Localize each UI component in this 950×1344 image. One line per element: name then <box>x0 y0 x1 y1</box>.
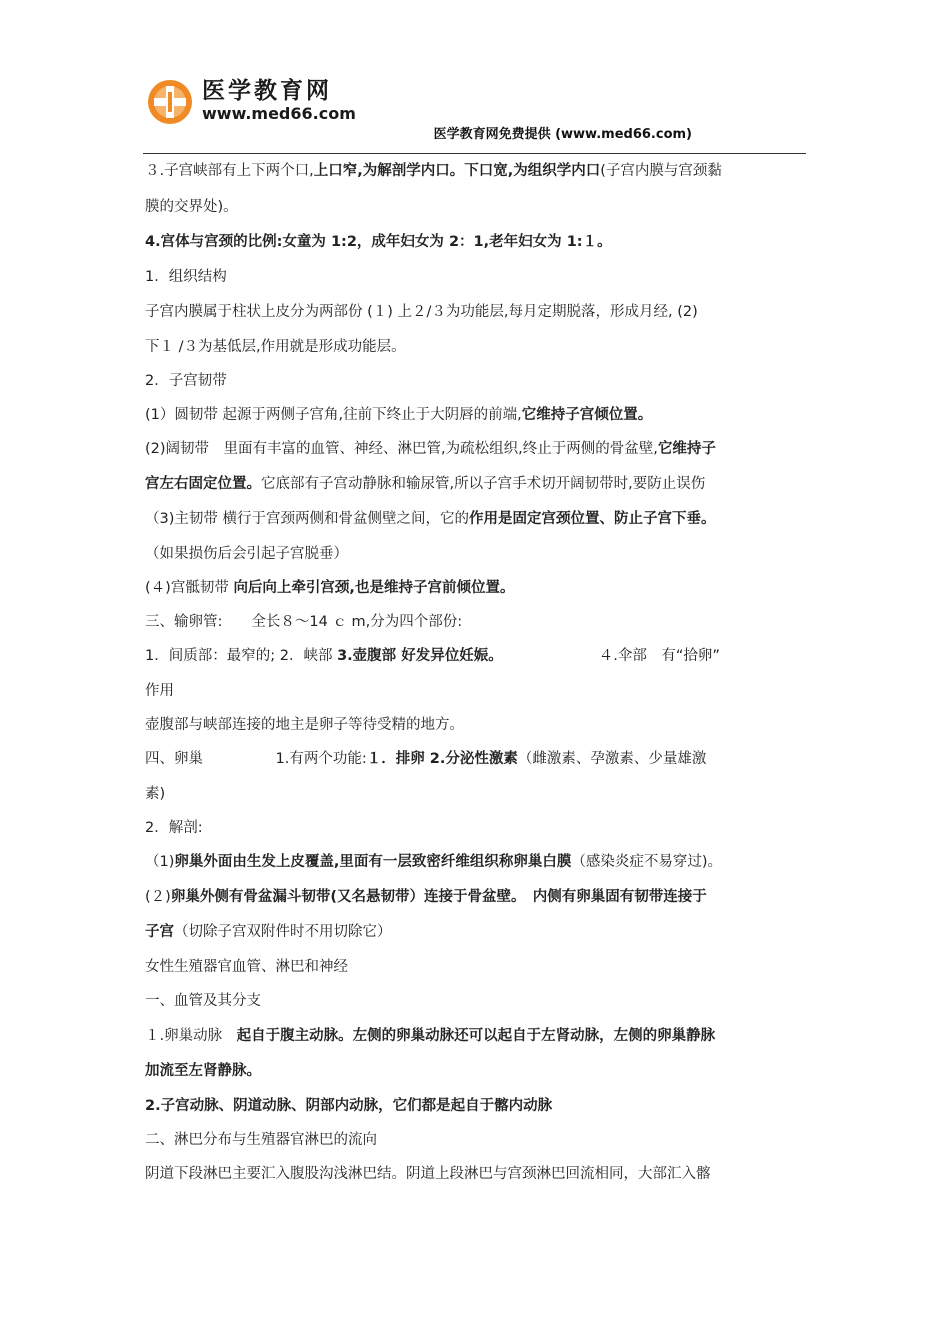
text-line: 壶腹部与峡部连接的地主是卵子等待受精的地方。 <box>145 717 464 733</box>
text-line: 膜的交界处)。 <box>145 199 238 215</box>
section-heading: 2．解剖: <box>145 820 203 836</box>
text-line: 2.子宫动脉、阴道动脉、阴部内动脉，它们都是起自于髂内动脉 <box>145 1098 553 1114</box>
text-line: 宫左右固定位置。它底部有子宫动静脉和输尿管,所以子宫手术切开阔韧带时,要防止误伤 <box>145 476 706 492</box>
section-heading: 三、输卵管: 全长８～14 ｃ m,分为四个部份: <box>145 614 463 630</box>
document-body <box>145 153 807 1191</box>
header-note: 医学教育网免费提供 (www.med66.com) <box>433 127 692 142</box>
text-line: 素) <box>145 786 166 802</box>
text-line: （1)卵巢外面由生发上皮覆盖,里面有一层致密纤维组织称卵巢白膜（感染炎症不易穿过)。 <box>145 854 723 870</box>
text-line: 加流至左肾静脉。 <box>145 1063 261 1079</box>
site-logo <box>146 78 366 126</box>
text-line: （3)主韧带 横行于宫颈两侧和骨盆侧壁之间，它的作用是固定宫颈位置、防止子宫下垂。 <box>145 511 716 527</box>
text-line: ３.子宫峡部有上下两个口,上口窄,为解剖学内口。下口宽,为组织学内口(子宫内膜与宫颈黏 <box>145 163 722 179</box>
section-heading: 一、血管及其分支 <box>145 993 261 1009</box>
text-line: (2)阔韧带 里面有丰富的血管、神经、淋巴管,为疏松组织,终止于两侧的骨盆壁,它维持子 <box>145 441 716 457</box>
medical-cross-circle-icon <box>146 78 194 126</box>
text-line: (４)宫骶韧带 向后向上牵引宫颈,也是维持子宫前倾位置。 <box>145 580 515 596</box>
logo-url: www.med66.com <box>202 104 356 123</box>
text-line: (２)卵巢外侧有骨盆漏斗韧带(又名悬韧带）连接于骨盆壁。 内侧有卵巢固有韧带连接于 <box>145 889 707 905</box>
text-line: （如果损伤后会引起子宫脱垂） <box>145 546 348 562</box>
text-line: 1．间质部：最窄的; 2．峡部 3.壶腹部 好发异位妊娠。 ４.伞部 有“拾卵” <box>145 648 720 664</box>
text-line: 4.宫体与宫颈的比例:女童为 1:2，成年妇女为 2：1,老年妇女为 1:１。 <box>145 234 612 250</box>
text-line: 子宫（切除子宫双附件时不用切除它） <box>145 924 392 940</box>
logo-title: 医学教育网 <box>202 78 332 104</box>
section-heading: 2．子宫韧带 <box>145 373 227 389</box>
section-heading: 1．组织结构 <box>145 269 227 285</box>
section-heading: 二、淋巴分布与生殖器官淋巴的流向 <box>145 1132 377 1148</box>
section-heading: 女性生殖器官血管、淋巴和神经 <box>145 959 348 975</box>
section-heading: 四、卵巢 1.有两个功能:１．排卵 2.分泌性激素（雌激素、孕激素、少量雄激 <box>145 751 707 767</box>
text-line: 阴道下段淋巴主要汇入腹股沟浅淋巴结。阴道上段淋巴与宫颈淋巴回流相同，大部汇入髂 <box>145 1166 711 1182</box>
text-line: １.卵巢动脉 起自于腹主动脉。左侧的卵巢动脉还可以起自于左肾动脉，左侧的卵巢静脉 <box>145 1028 716 1044</box>
text-line: 下１ /３为基低层,作用就是形成功能层。 <box>145 339 406 355</box>
text-line: (1）圆韧带 起源于两侧子宫角,往前下终止于大阴唇的前端,它维持子宫倾位置。 <box>145 407 653 423</box>
text-line: 作用 <box>145 683 174 699</box>
text-line: 子宫内膜属于柱状上皮分为两部份 (１) 上２/３为功能层,每月定期脱落，形成月经, (2) <box>145 304 698 320</box>
